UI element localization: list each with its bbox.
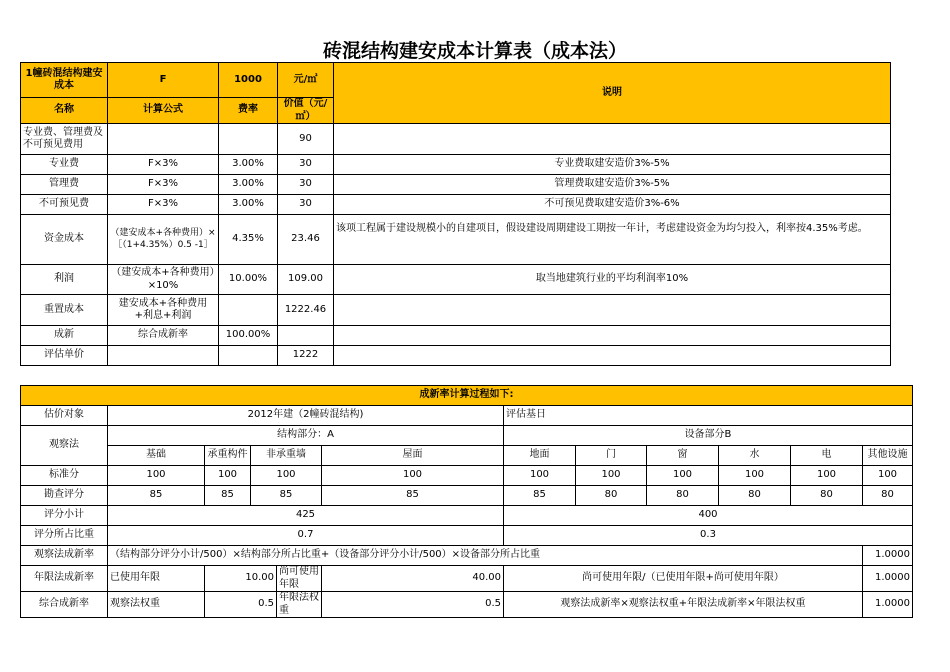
method-label: 观察法: [21, 426, 108, 466]
survey-score: 80: [791, 486, 863, 506]
standard-score: 100: [647, 466, 719, 486]
row-name: 重置成本: [21, 295, 108, 326]
survey-score: 85: [322, 486, 504, 506]
row-formula: [108, 346, 219, 366]
survey-score: 80: [719, 486, 791, 506]
row-name: 专业费: [21, 155, 108, 175]
row-note: [334, 295, 891, 326]
row-rate: 4.35%: [219, 215, 278, 265]
row-formula: 建安成本+各种费用+利息+利润: [108, 295, 219, 326]
cost-table: [20, 62, 891, 366]
standard-score: 100: [108, 466, 205, 486]
row-name: 专业费、管理费及不可预见费用: [21, 124, 108, 155]
table-row: [21, 295, 891, 326]
row-formula: F×3%: [108, 155, 219, 175]
cost-header-label: 1幢砖混结构建安成本: [21, 63, 108, 98]
row-formula: F×3%: [108, 175, 219, 195]
row-name: 资金成本: [21, 215, 108, 265]
table-row: [21, 466, 913, 486]
row-note: 专业费取建安造价3%-5%: [334, 155, 891, 175]
cost-header-f: F: [108, 63, 219, 98]
used-years-label: 已使用年限: [108, 566, 205, 592]
col-value-header: 价值（元/㎡）: [278, 98, 334, 124]
newness-table: [20, 385, 913, 618]
page-title: 砖混结构建安成本计算表（成本法）: [322, 40, 627, 62]
row-value: 90: [278, 124, 334, 155]
row-formula: F×3%: [108, 195, 219, 215]
subtotal-label: 评分小计: [21, 506, 108, 526]
equipment-label: 设备部分B: [504, 426, 913, 446]
row-rate: 3.00%: [219, 195, 278, 215]
base-date-label: 评估基日: [504, 406, 913, 426]
row-formula: （建安成本+各种费用）×10%: [108, 265, 219, 295]
subtotal-a: 425: [108, 506, 504, 526]
table-row: [21, 124, 891, 155]
cost-header-explain: 说明: [334, 63, 891, 124]
obs-rate-label: 观察法成新率: [21, 546, 108, 566]
row-value: 1222: [278, 346, 334, 366]
row-value: 30: [278, 155, 334, 175]
age-formula: 尚可使用年限/（已使用年限+尚可使用年限）: [504, 566, 863, 592]
remaining-years-label: 尚可使用年限: [277, 566, 322, 592]
row-note: 取当地建筑行业的平均利润率10%: [334, 265, 891, 295]
row-rate: [219, 124, 278, 155]
table-row: [21, 546, 913, 566]
row-name: 评估单价: [21, 346, 108, 366]
column-header: 基础: [108, 446, 205, 466]
column-header: 其他设施: [863, 446, 913, 466]
row-note: 管理费取建安造价3%-5%: [334, 175, 891, 195]
column-header: 地面: [504, 446, 576, 466]
age-rate-label: 年限法成新率: [21, 566, 108, 592]
used-years-value: 10.00: [205, 566, 277, 592]
standard-label: 标准分: [21, 466, 108, 486]
row-formula: （建安成本+各种费用）×［（1+4.35%）0.5 -1］: [108, 215, 219, 265]
standard-score: 100: [719, 466, 791, 486]
combined-label: 综合成新率: [21, 592, 108, 618]
row-note: 不可预见费取建安造价3%-6%: [334, 195, 891, 215]
row-name: 利润: [21, 265, 108, 295]
row-rate: 3.00%: [219, 175, 278, 195]
table-row: [21, 566, 913, 592]
combined-formula: 观察法成新率×观察法权重+年限法成新率×年限法权重: [504, 592, 863, 618]
survey-score: 85: [504, 486, 576, 506]
table-row: [21, 346, 891, 366]
table-row: [21, 175, 891, 195]
column-header: 屋面: [322, 446, 504, 466]
col-name-header: 名称: [21, 98, 108, 124]
standard-score: 100: [576, 466, 647, 486]
survey-label: 勘查评分: [21, 486, 108, 506]
table-row: [21, 592, 913, 618]
col-rate-header: 费率: [219, 98, 278, 124]
survey-score: 80: [647, 486, 719, 506]
weight-a: 0.7: [108, 526, 504, 546]
row-note: 该项工程属于建设规模小的自建项目，假设建设周期建设工期按一年计，考虑建设资金为均匀投入，利率按4.35%考虑。: [334, 215, 891, 265]
cost-header-unit: 元/㎡: [278, 63, 334, 98]
standard-score: 100: [791, 466, 863, 486]
survey-score: 85: [205, 486, 251, 506]
row-note: [334, 346, 891, 366]
row-name: 不可预见费: [21, 195, 108, 215]
obs-rate-formula: （结构部分评分小计/500）×结构部分所占比重+（设备部分评分小计/500）×设备部分所占比重: [108, 546, 863, 566]
row-value: [278, 326, 334, 346]
cost-header-amount: 1000: [219, 63, 278, 98]
structure-label: 结构部分：A: [108, 426, 504, 446]
standard-score: 100: [251, 466, 322, 486]
row-note: [334, 124, 891, 155]
weight-label: 评分所占比重: [21, 526, 108, 546]
row-value: 109.00: [278, 265, 334, 295]
column-header: 门: [576, 446, 647, 466]
row-value: 1222.46: [278, 295, 334, 326]
object-value: 2012年建（2幢砖混结构): [108, 406, 504, 426]
row-rate: [219, 295, 278, 326]
row-rate: 10.00%: [219, 265, 278, 295]
combined-value: 1.0000: [863, 592, 913, 618]
column-header: 非承重墙: [251, 446, 322, 466]
object-label: 估价对象: [21, 406, 108, 426]
row-formula: [108, 124, 219, 155]
standard-score: 100: [322, 466, 504, 486]
standard-score: 100: [863, 466, 913, 486]
remaining-years-value: 40.00: [322, 566, 504, 592]
row-formula: 综合成新率: [108, 326, 219, 346]
obs-weight-label: 观察法权重: [108, 592, 205, 618]
row-name: 管理费: [21, 175, 108, 195]
table-row: [21, 155, 891, 175]
survey-score: 80: [863, 486, 913, 506]
table-row: [21, 265, 891, 295]
row-value: 30: [278, 195, 334, 215]
standard-score: 100: [205, 466, 251, 486]
table-row: [21, 326, 891, 346]
survey-score: 80: [576, 486, 647, 506]
newness-heading: 成新率计算过程如下:: [21, 386, 913, 406]
row-value: 23.46: [278, 215, 334, 265]
row-rate: 100.00%: [219, 326, 278, 346]
col-formula-header: 计算公式: [108, 98, 219, 124]
age-weight-value: 0.5: [322, 592, 504, 618]
age-weight-label: 年限法权重: [277, 592, 322, 618]
table-row: [21, 195, 891, 215]
table-row: [21, 526, 913, 546]
obs-rate-value: 1.0000: [863, 546, 913, 566]
survey-score: 85: [251, 486, 322, 506]
row-rate: [219, 346, 278, 366]
row-rate: 3.00%: [219, 155, 278, 175]
table-row: [21, 486, 913, 506]
survey-score: 85: [108, 486, 205, 506]
obs-weight-value: 0.5: [205, 592, 277, 618]
table-row: [21, 215, 891, 265]
row-note: [334, 326, 891, 346]
column-header: 水: [719, 446, 791, 466]
row-name: 成新: [21, 326, 108, 346]
column-header: 窗: [647, 446, 719, 466]
table-row: [21, 506, 913, 526]
column-header: 承重构件: [205, 446, 251, 466]
column-header: 电: [791, 446, 863, 466]
age-rate-value: 1.0000: [863, 566, 913, 592]
weight-b: 0.3: [504, 526, 913, 546]
row-value: 30: [278, 175, 334, 195]
subtotal-b: 400: [504, 506, 913, 526]
standard-score: 100: [504, 466, 576, 486]
